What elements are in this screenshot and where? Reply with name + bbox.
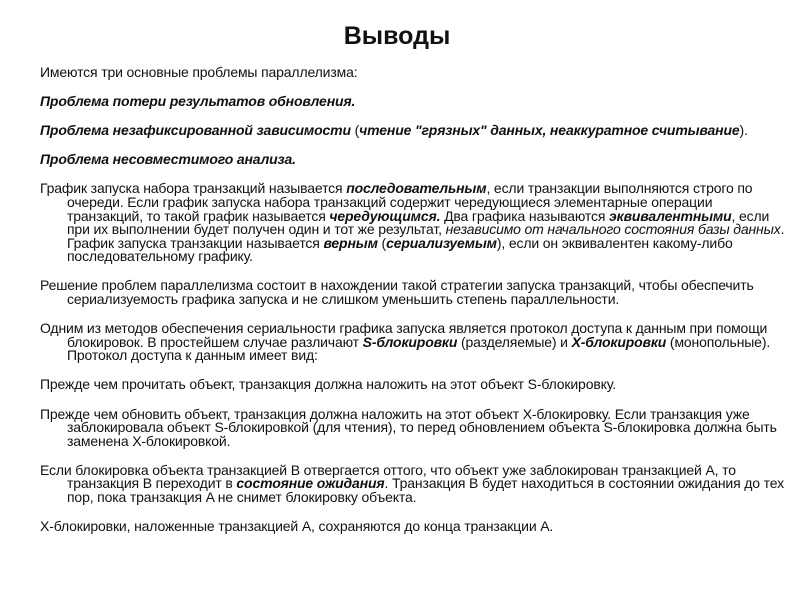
text-segment: (монопольные). Протокол доступа к данным имеет вид: <box>67 333 771 364</box>
emphasized-term: Проблема незафиксированной зависимости <box>40 122 355 139</box>
text-segment: , если транзакции выполняются строго по очереди. Если график запуска набора транзакций содержит чередующиеся элементарные операции транзакций, то такой график называется <box>67 180 753 224</box>
emphasized-term: S-блокировки <box>362 333 458 350</box>
text-segment: , если при их выполнении будет получен один и тот же результат, <box>67 207 770 238</box>
emphasized-term: последовательным <box>346 180 487 197</box>
text-segment: График запуска набора транзакций называется <box>40 180 347 197</box>
slide-body <box>40 66 785 549</box>
text-segment: Одним из методов обеспечения сериальности графика запуска является протокол доступа к данным при помощи блокировок. В простейшем случае различают <box>40 320 768 350</box>
paragraph <box>40 405 785 449</box>
emphasized-term: верным <box>323 234 378 251</box>
text-segment: . Транзакция B будет находиться в состоянии ожидания до тех пор, пока транзакция A не снимет блокировку объекта. <box>67 475 784 505</box>
paragraph <box>40 153 785 167</box>
paragraph <box>40 124 785 138</box>
paragraph <box>40 66 785 80</box>
paragraph <box>40 378 785 392</box>
emphasized-term: X-блокировки <box>571 333 667 350</box>
text-segment: ( <box>354 122 360 139</box>
text-segment: ), если он эквивалентен какому-либо последовательному графику. <box>67 234 733 265</box>
emphasized-term: Проблема потери результатов обновления. <box>40 93 356 110</box>
emphasized-term: чередующимся. <box>329 207 441 224</box>
italic-text: независимо от начального состояния базы данных <box>445 221 781 238</box>
text-segment: ( <box>377 234 387 251</box>
text-segment: Решение проблем параллелизма состоит в нахождении такой стратегии запуска транзакций, чтобы обеспечить сериализуемость графика запуска и не слишком уменьшить степень параллельности. <box>40 277 754 308</box>
text-segment: Два графика называются <box>440 207 610 224</box>
text-segment: (разделяемые) и <box>457 333 572 350</box>
paragraph <box>40 95 785 109</box>
paragraph <box>40 461 785 505</box>
text-segment: Прежде чем прочитать объект, транзакция должна наложить на этот объект S-блокировку. <box>40 376 616 393</box>
paragraph <box>40 279 785 306</box>
text-segment: X-блокировки, наложенные транзакцией A, сохраняются до конца транзакции A. <box>40 518 554 535</box>
text-segment: Если блокировка объекта транзакцией B отвергается оттого, что объект уже заблокирован транзакцией A, то транзакция B переходит в <box>40 461 736 492</box>
emphasized-term: эквивалентными <box>609 207 732 224</box>
paragraph <box>40 182 785 264</box>
paragraph <box>40 322 785 363</box>
slide-title: Выводы <box>343 22 451 50</box>
text-segment: Имеются три основные проблемы параллелизма: <box>40 64 358 80</box>
emphasized-term: сериализуемым <box>386 234 497 251</box>
paragraph <box>40 520 785 534</box>
emphasized-term: Проблема несовместимого анализа. <box>40 151 296 168</box>
text-segment: . График запуска транзакции называется <box>67 221 785 251</box>
emphasized-term: состояние ожидания <box>236 475 385 492</box>
text-segment: ). <box>739 122 748 139</box>
text-segment: Прежде чем обновить объект, транзакция должна наложить на этот объект X-блокировку. Если транзакция уже заблокировала объект S-блокировкой (для чтения), то перед обновлением объекта S-блокировка должна быть заменена X-блокировкой. <box>40 405 777 449</box>
emphasized-term: чтение "грязных" данных, неаккуратное считывание <box>359 122 740 139</box>
